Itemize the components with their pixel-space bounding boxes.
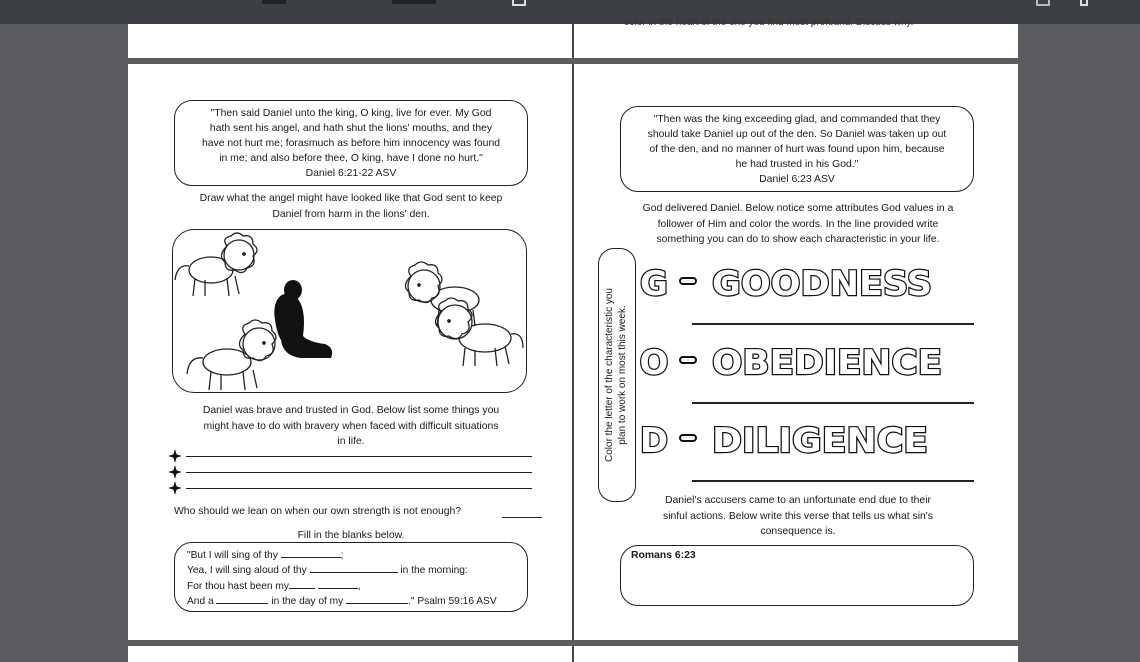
minimize-icon[interactable] [1036, 0, 1050, 6]
obedience-answer-line[interactable] [692, 402, 974, 404]
quote-line: hath sent his angel, and hath shut the lions' mouths, and they [209, 123, 493, 134]
daniel-quote-box [174, 100, 528, 186]
lean-answer-line[interactable] [502, 517, 542, 518]
praying-daniel-silhouette [274, 280, 332, 358]
quote-reference: Daniel 6:23 ASV [759, 174, 835, 185]
toolbar-tab-indicator[interactable] [262, 0, 286, 4]
obedience-word[interactable] [640, 336, 950, 382]
fill-text: And a [187, 596, 214, 608]
accusers-prompt [612, 493, 984, 540]
draw-prompt-line: Draw what the angel might have looked like that God sent to keep [199, 193, 503, 204]
lion-illustration [435, 298, 523, 366]
diligence-label: DILIGENCE [712, 421, 928, 460]
obedience-label: OBEDIENCE [712, 343, 942, 382]
fill-blank[interactable] [216, 595, 268, 604]
fill-blank[interactable] [310, 564, 398, 573]
draw-prompt [170, 191, 532, 222]
quote-line: have not hurt me; forasmuch as before him innocency was found [201, 138, 501, 149]
bravery-prompt-line: in life. [337, 436, 365, 447]
star-bullet-icon [168, 449, 182, 463]
vertical-instruction-line: plan to work on most this week. [617, 305, 628, 445]
psalm-fill-in-box [174, 542, 528, 612]
previous-page-text: color in the heart of the one you find most profound. Discuss why. [624, 17, 914, 28]
fill-blank[interactable] [289, 580, 315, 589]
draw-prompt-line: Daniel from harm in the lions' den. [272, 208, 430, 220]
window-icon[interactable] [512, 0, 526, 6]
goodness-label: GOODNESS [712, 264, 932, 303]
fill-text: ." Psalm 59:16 ASV [408, 596, 497, 608]
lions-den-illustration [173, 230, 527, 393]
lions-den-drawing-box[interactable] [172, 229, 527, 393]
star-bullet-icon [168, 481, 182, 495]
fill-line-4 [187, 594, 515, 609]
fill-blank[interactable] [281, 549, 341, 558]
bravery-prompt [170, 403, 532, 450]
romans-verse-box[interactable] [620, 545, 974, 606]
vertical-instruction-line: Color the letter of the characteristic you [604, 288, 615, 462]
bravery-prompt-line: Daniel was brave and trusted in God. Below list some things you [202, 405, 500, 416]
obedience-letter-o: O [640, 343, 669, 382]
delivered-prompt [612, 201, 984, 248]
delivered-prompt-line: follower of Him and color the words. In the line provided write [657, 218, 939, 230]
fill-text: in the day of my [271, 596, 344, 608]
goodness-letter-g: G [640, 264, 668, 303]
fill-text: For thou hast been my [187, 580, 289, 592]
bravery-answer-line[interactable] [186, 472, 532, 473]
king-quote-box [620, 106, 974, 192]
romans-label: Romans 6:23 [631, 550, 696, 561]
dash-icon [680, 357, 696, 363]
accusers-prompt-line: sinful actions. Below write this verse that tells us what sin's [663, 510, 933, 522]
vertical-instruction-text [603, 251, 631, 499]
diligence-letter-d: D [640, 421, 669, 460]
fill-line-1 [187, 548, 515, 563]
star-bullet-icon [168, 465, 182, 479]
bravery-answer-line[interactable] [186, 488, 532, 489]
lion-illustration [175, 233, 257, 296]
fill-text: ; [340, 550, 344, 561]
toolbar-tab-indicator-active[interactable] [392, 0, 436, 4]
quote-line: "Then said Daniel unto the king, O king, live for ever. My God [210, 108, 492, 119]
maximize-icon[interactable] [1080, 0, 1088, 6]
fill-text: in the morning: [400, 565, 468, 577]
fill-line-2 [187, 563, 515, 578]
diligence-answer-line[interactable] [692, 480, 974, 482]
spread-divider [572, 64, 574, 640]
viewer-toolbar [0, 0, 1140, 24]
bravery-prompt-line: might have to do with bravery when faced with difficult situations [203, 420, 499, 432]
bravery-answer-line[interactable] [186, 456, 532, 457]
quote-line: he had trusted in his God." [735, 159, 859, 170]
lean-question: Who should we lean on when our own strength is not enough? [174, 506, 462, 517]
fill-text: Yea, I will sing aloud of thy [187, 565, 307, 577]
diligence-word[interactable] [640, 414, 940, 460]
quote-line: "Then was the king exceeding glad, and commanded that they [653, 114, 941, 125]
lion-illustration [187, 320, 276, 390]
accusers-prompt-line: consequence is. [760, 526, 836, 537]
quote-line: in me; and also before thee, O king, have I done no hurt." [219, 153, 483, 164]
fill-blank[interactable] [346, 595, 408, 604]
fill-text: , [357, 580, 361, 592]
dash-icon [680, 278, 696, 284]
goodness-answer-line[interactable] [692, 323, 974, 325]
goodness-word[interactable] [640, 257, 940, 303]
fill-text: "But I will sing of thy [187, 550, 278, 561]
quote-line: of the den, and no manner of hurt was found upon him, because [649, 144, 945, 155]
spread-divider-top [572, 24, 574, 58]
accusers-prompt-line: Daniel's accusers came to an unfortunate end due to their [665, 495, 931, 506]
dash-icon [680, 435, 696, 441]
fill-heading: Fill in the blanks below. [297, 530, 405, 541]
fill-blank[interactable] [318, 580, 358, 589]
quote-reference: Daniel 6:21-22 ASV [305, 168, 397, 179]
spread-divider-bottom [572, 646, 574, 662]
fill-line-3 [187, 579, 515, 594]
delivered-prompt-line: something you can do to show each characteristic in your life. [656, 234, 940, 245]
quote-line: should take Daniel up out of the den. So Daniel was taken up out [647, 129, 947, 140]
delivered-prompt-line: God delivered Daniel. Below notice some attributes God values in a [642, 203, 954, 214]
